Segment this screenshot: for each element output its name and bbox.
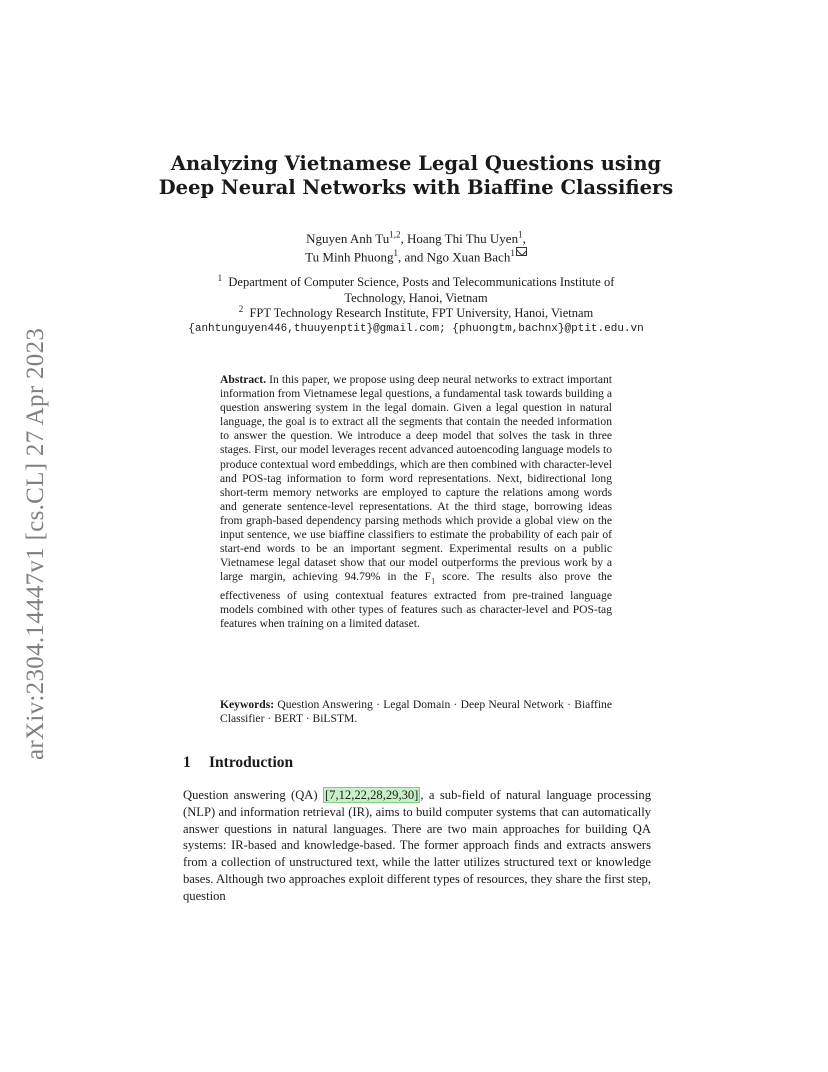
intro-text-post: , a sub-field of natural language processing (NLP) and information retrieval (IR), aims to build computer systems that can automatically answer questions in natural languages. There are two main approaches for building QA systems: IR-based and knowledge-based. The former approach finds and extracts answers from a collection of unstructured text, while the latter utilizes structured text or knowledge bases. Although two approaches exploit different types of resources, they share the first step, question bbox=[183, 788, 651, 903]
affiliation-1-line-2: Technology, Hanoi, Vietnam bbox=[344, 290, 488, 305]
section-number: 1 bbox=[183, 754, 191, 771]
author-line-1 bbox=[180, 230, 652, 247]
title-line-1: Analyzing Vietnamese Legal Questions using bbox=[170, 152, 662, 175]
arxiv-stamp: arXiv:2304.14447v1 [cs.CL] 27 Apr 2023 bbox=[22, 327, 49, 760]
affiliation-1-line-1: Department of Computer Science, Posts and Telecommunications Institute of bbox=[228, 275, 615, 289]
author-line-2 bbox=[180, 247, 652, 265]
keywords bbox=[220, 698, 612, 726]
author-affil-sup: 1 bbox=[510, 248, 515, 258]
affiliation-1 bbox=[180, 272, 652, 291]
affiliation-2 bbox=[180, 303, 652, 322]
affil-sup: 1 bbox=[217, 272, 223, 283]
affil-sup: 2 bbox=[238, 303, 244, 314]
author-name: Tu Minh Phuong bbox=[305, 249, 394, 265]
paper-title bbox=[140, 152, 692, 200]
abstract-text: In this paper, we propose using deep neural networks to extract important information from Vietnamese legal questions, a fundamental task towards building a question answering system in the legal domain. Given a legal question in natural language, the goal is to extract all the segments that contain the needed information to answer the question. We introduce a deep model that solves the task in three stages. First, our model leverages recent advanced autoencoding language models to produce contextual word embeddings, which are then combined with character-level and POS-tag information to form word representations. Next, bidirectional long short-term memory networks are employed to capture the relations among words and generate sentence-level representations. At the third stage, borrowing ideas from graph-based dependency parsing methods which provide a global view on the input sentence, we use biaffine classifiers to estimate the probability of each pair of start-end words to be an important segment. Experimental results on a public Vietnamese legal dataset show that our model outperforms the previous work by a large margin, achieving 94.79% in the F bbox=[220, 373, 612, 584]
author-sep: , bbox=[522, 231, 526, 246]
author-affil-sup: 1 bbox=[393, 248, 399, 258]
author-name: , and Ngo Xuan Bach bbox=[398, 249, 511, 265]
affiliations bbox=[180, 272, 652, 337]
keywords-text: Question Answering · Legal Domain · Deep Neural Network · Biaffine Classifier · BERT · BiLSTM. bbox=[220, 698, 612, 726]
abstract bbox=[220, 373, 612, 631]
author-affil-sup: 1,2 bbox=[389, 229, 401, 240]
section-title: Introduction bbox=[209, 754, 294, 771]
intro-paragraph bbox=[183, 787, 651, 905]
keywords-label: Keywords: bbox=[220, 698, 275, 711]
abstract-text-end: score. The results also prove the effectiveness of using contextual features extracted from pre-trained language models combined with other types of features such as character-level and POS-tag features when training on a limited dataset. bbox=[220, 570, 612, 630]
author-emails: {anhtunguyen446,thuuyenptit}@gmail.com; {phuongtm,bachnx}@ptit.edu.vn bbox=[188, 322, 644, 335]
author-list bbox=[180, 230, 652, 265]
author-name: Nguyen Anh Tu bbox=[306, 231, 390, 246]
intro-text-pre: Question answering (QA) bbox=[183, 788, 323, 802]
f1-subscript: 1 bbox=[431, 576, 436, 586]
citation-link[interactable]: [7,12,22,28,29,30] bbox=[324, 788, 419, 802]
affiliation-2-text: FPT Technology Research Institute, FPT University, Hanoi, Vietnam bbox=[249, 306, 594, 320]
title-line-2: Deep Neural Networks with Biaffine Classifiers bbox=[158, 176, 674, 199]
section-heading bbox=[183, 754, 293, 772]
author-name: , Hoang Thi Thu Uyen bbox=[400, 231, 519, 246]
author-affil-sup: 1 bbox=[518, 229, 523, 240]
corresponding-author-envelope-icon bbox=[516, 247, 527, 256]
abstract-label: Abstract. bbox=[220, 373, 267, 386]
